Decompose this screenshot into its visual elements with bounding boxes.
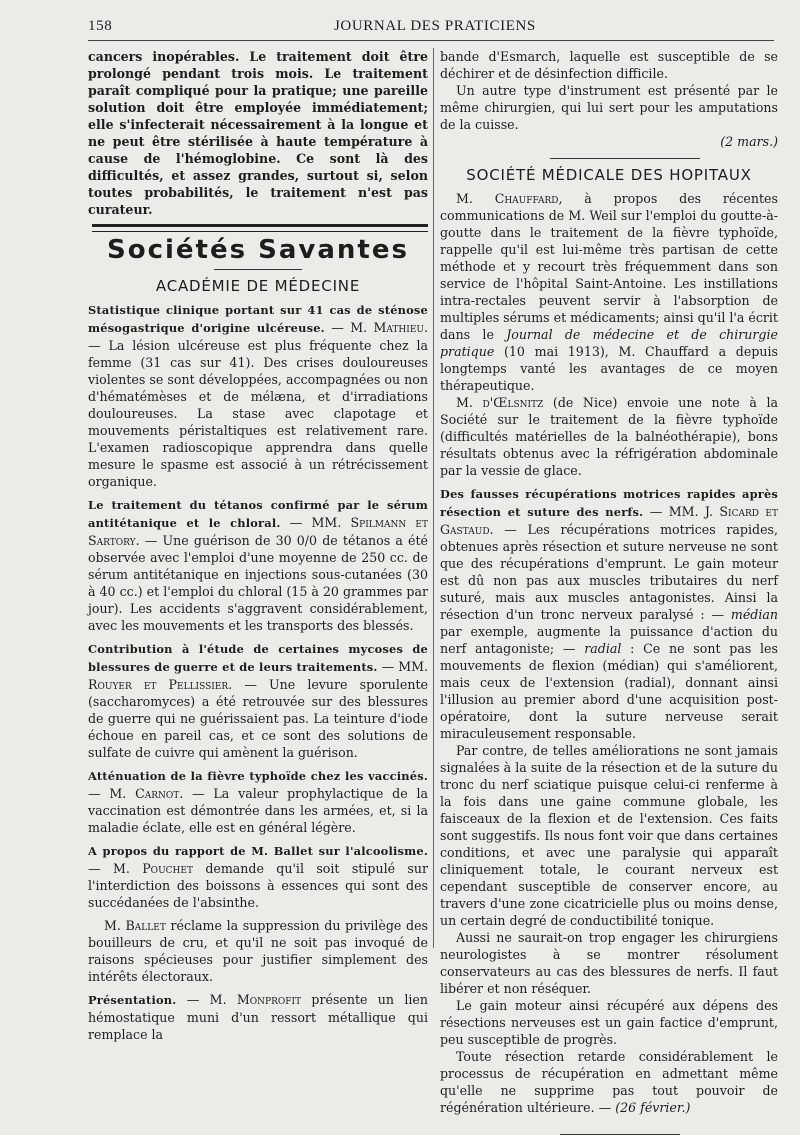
entry-author: — MM. Spilmann et Sartory. bbox=[88, 515, 428, 548]
entry-presentation bbox=[88, 991, 428, 1043]
entry-author: — MM. Rouyer et Pellissier. bbox=[88, 659, 429, 692]
entry-author: — M. Monprofit bbox=[186, 992, 302, 1007]
entry-author: — MM. J. Sicard et Gastaud. bbox=[440, 504, 778, 537]
body-oelsnitz: (de Nice) envoie une note à la Société sur le traitement de la fièvre typhoïde (difficultés matérielles de la balnéothérapie), bons résultats obtenus avec la réfrigération abdominale par la vessie de glace. bbox=[440, 395, 778, 478]
entry-body: : Ce ne sont pas les mouvements de flexion (médian) qui s'améliorent, mais ceux de l'extension (radial), donnant ainsi l'illusion au premier abord d'une acquisition post-opératoire, dont la suture nerveuse serait miraculeusement responsable. bbox=[440, 641, 778, 741]
entry-body: — La valeur prophylactique de la vaccination est démontrée dans les armées, et, si la maladie éclate, elle est en général légère. bbox=[88, 786, 428, 835]
body-chauffard-end: (10 mai 1913), M. Chauffard a depuis longtemps vanté les avantages de ce moyen thérapeutique. bbox=[440, 344, 778, 393]
societe-medicale-heading: SOCIÉTÉ MÉDICALE DES HOPITAUX bbox=[466, 166, 752, 184]
paragraph-toute-resection bbox=[440, 1048, 778, 1116]
paragraph-par-contre: Par contre, de telles améliorations ne sont jamais signalées à la suite de la résection et de la suture du tronc du nerf sciatique puisque celui-ci renferme à la fois dans une gaine commune globale, les faisceaux de la flexion et de l'extension. Ces faits sont suggestifs. Ils nous font voir que dans certaines conditions, et avec une paralysie qui apparaît cliniquement totale, le courant nerveux est cependant susceptible de conserver encore, au travers d'une zone cicatricielle plus ou moins dense, un certain degré de conductibilité tonique. bbox=[440, 743, 778, 928]
term-radial: radial bbox=[584, 641, 622, 656]
entry-mathieu bbox=[88, 301, 428, 490]
entry-fausses-recuperations bbox=[440, 485, 778, 742]
entry-author: — M. Pouchet bbox=[88, 861, 193, 876]
author-chauffard: M. Chauffard, bbox=[456, 191, 563, 206]
column-divider bbox=[433, 48, 434, 948]
entry-body: — Une guérison de 30 0/0 de tétanos a été observée avec l'emploi d'une moyenne de 250 cc. de sérum antitétanique en injections sous-cutanées (30 à 40 cc.) et l'emploi du chloral (15 à 20 grammes par jour). Les accidents s'aggravent considérablement, avec les mouvements et les transports des blessés. bbox=[88, 533, 428, 633]
paragraph-gain-moteur: Le gain moteur ainsi récupéré aux dépens des résections nerveuses est un gain factice d'emprunt, peu susceptible de progrès. bbox=[440, 998, 778, 1047]
second-paragraph-right: Un autre type d'instrument est présenté par le même chirurgien, qui lui sert pour les amputations de la cuisse. bbox=[440, 83, 778, 132]
academie-heading: ACADÉMIE DE MÉDECINE bbox=[155, 277, 361, 295]
date-mars: (2 mars.) bbox=[720, 134, 778, 149]
top-paragraph-right: bande d'Esmarch, laquelle est susceptible de se déchirer et de désinfection difficile. bbox=[440, 49, 778, 81]
entry-tetanos bbox=[88, 496, 428, 634]
double-rule bbox=[92, 224, 428, 232]
entry-body: réclame la suppression du privilège des bouilleurs de cru, et qu'il ne soit pas invoqué de raisons spécieuses pour justifier simplement des intérêts électoraux. bbox=[88, 918, 428, 984]
entry-body: — Les récupérations motrices rapides, obtenues après résection et suture nerveuse ne sont que des récupérations d'emprunt. Le gain moteur est dû non pas aux muscles tributaires du nerf suturé, mais aux muscles antagonistes. Ainsi la résection d'un tronc nerveux paralysé : — bbox=[440, 522, 778, 622]
paragraph-oelsnitz bbox=[440, 394, 778, 479]
entry-author: — M. Mathieu. — bbox=[88, 320, 428, 353]
entry-body: demande qu'il soit stipulé sur l'interdiction des boissons à essences qui sont des succédanées de l'absinthe. bbox=[88, 861, 428, 910]
entry-author: M. Ballet bbox=[104, 918, 166, 933]
entry-body: par exemple, augmente la puissance d'action du nerf antagoniste; — bbox=[440, 624, 778, 656]
societes-savantes-heading: Sociétés Savantes bbox=[107, 235, 409, 265]
page-number: 158 bbox=[88, 18, 113, 34]
entry-title: Des fausses récupérations motrices rapides après résection et suture des nerfs. bbox=[440, 487, 778, 519]
right-column bbox=[440, 48, 778, 1135]
entry-title: Présentation. bbox=[88, 993, 177, 1007]
body-chauffard: à propos des récentes communications de M. Weil sur l'emploi du goutte-à-goutte dans le traitement de la fièvre typhoïde, rappelle qu'il est lui-même très partisan de cette méthode et y recourt très fréquemment dans son service de l'hôpital Saint-Antoine. Les instillations intra-rectales peuvent servir à l'absorption de multiples sérums et médicaments; ainsi qu'il l'a écrit dans le bbox=[440, 191, 778, 342]
entry-title: A propos du rapport de M. Ballet sur l'alcoolisme. bbox=[88, 844, 428, 858]
author-oelsnitz: M. d'Œlsnitz bbox=[456, 395, 544, 410]
entry-title: Le traitement du tétanos confirmé par le sérum antitétanique et le chloral. bbox=[88, 498, 428, 530]
journal-citation: Journal de médecine et de chirurgie pratique bbox=[440, 327, 778, 359]
date-fevrier: (26 février.) bbox=[615, 1100, 691, 1115]
running-header bbox=[88, 16, 774, 41]
entry-title: Contribution à l'étude de certaines mycoses de blessures de guerre et de leurs traitements. bbox=[88, 642, 428, 674]
journal-title: JOURNAL DES PRATICIENS bbox=[334, 18, 536, 34]
paragraph-chauffard bbox=[440, 190, 778, 394]
paragraph-aussi: Aussi ne saurait-on trop engager les chirurgiens neurologistes à se montrer résolument conservateurs au cas des blessures de nerfs. Il faut libérer et non réséquer. bbox=[440, 930, 778, 996]
term-median: médian bbox=[730, 607, 778, 622]
entry-body: — Une levure sporulente (saccharomyces) a été retrouvée sur des blessures de guerre qui ne guérissaient pas. La teinture d'iode échoue en pareil cas, et ce sont des solutions de sulfate de cuivre qui amènent la guérison. bbox=[88, 677, 428, 760]
short-rule bbox=[214, 269, 302, 270]
entry-ballet bbox=[88, 917, 428, 985]
left-column bbox=[88, 48, 428, 1043]
entry-typhoide bbox=[88, 767, 428, 836]
entry-title: Atténuation de la fièvre typhoïde chez les vaccinés. bbox=[88, 769, 428, 783]
section-rule bbox=[550, 158, 700, 159]
entry-title: Statistique clinique portant sur 41 cas de sténose mésogastrique d'origine ulcéreuse. bbox=[88, 303, 428, 335]
body-toute-resection: Toute résection retarde considérablement le processus de récupération en admettant même qu'elle ne supprime pas tout pouvoir de régénération ultérieure. — bbox=[440, 1049, 778, 1115]
entry-body: présente un lien hémostatique muni d'un ressort métallique qui remplace la bbox=[88, 992, 428, 1042]
entry-author: — M. Carnot. bbox=[88, 786, 184, 801]
top-paragraph-left: cancers inopérables. Le traitement doit être prolongé pendant trois mois. Le traitement paraît compliqué pour la pratique; une pareille solution doit être employée immédiatement; elle s'infecterait nécessairement à la longue et ne peut être stérilisée à haute température à cause de l'hémoglobine. Ce sont là des difficultés, et assez grandes, surtout si, selon toutes probabilités, le traitement n'est pas curateur. bbox=[88, 49, 428, 217]
entry-mycoses bbox=[88, 640, 428, 761]
entry-body: La lésion ulcéreuse est plus fréquente chez la femme (31 cas sur 41). Des crises douloureuses violentes se sont développées, accompagnées ou non d'hématémèses et de mélæna, et d'irradiations douloureuses. La stase avec clapotage et mouvements péristaltiques est relativement rare. L'examen radioscopique apprendra dans quelle mesure le spasme est associé à un rétrécissement organique. bbox=[88, 338, 428, 489]
entry-alcoolisme bbox=[88, 842, 428, 911]
